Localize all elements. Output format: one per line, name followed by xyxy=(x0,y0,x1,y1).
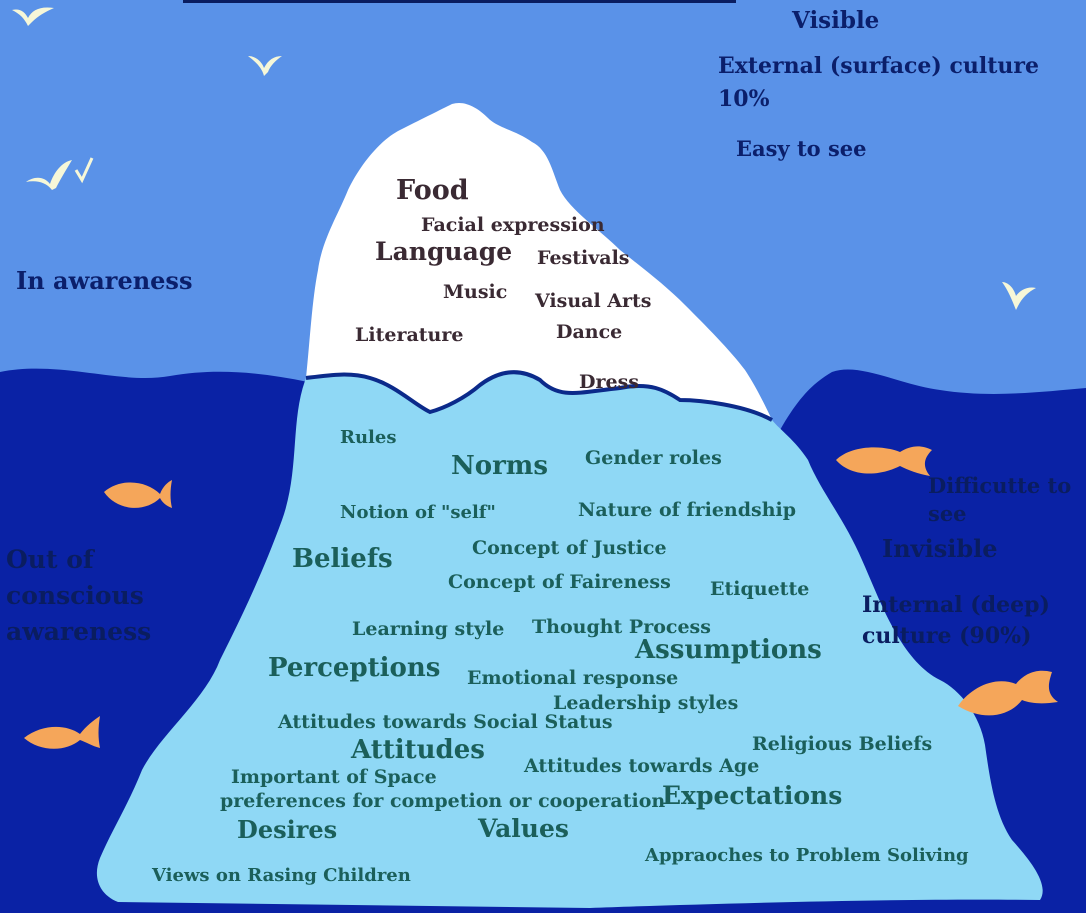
surface-item-visual-arts: Visual Arts xyxy=(535,290,652,312)
internal-culture-line2: culture (90%) xyxy=(862,623,1032,649)
external-culture-percent: 10% xyxy=(718,86,770,112)
deep-item-values: Values xyxy=(478,814,569,843)
deep-item-beliefs: Beliefs xyxy=(292,544,393,574)
title-underline xyxy=(183,0,736,3)
deep-item-desires: Desires xyxy=(237,815,338,844)
deep-item-rules: Rules xyxy=(340,427,397,448)
visible-label: Visible xyxy=(792,7,880,34)
surface-item-food: Food xyxy=(396,175,469,206)
deep-item-preferences: preferences for competion or cooperation xyxy=(220,790,666,812)
deep-item-perceptions: Perceptions xyxy=(268,653,441,683)
deep-item-thought-process: Thought Process xyxy=(532,616,711,638)
internal-culture-line1: Internal (deep) xyxy=(862,592,1050,618)
deep-item-nature-of-friendship: Nature of friendship xyxy=(578,499,797,521)
surface-item-literature: Literature xyxy=(355,324,464,346)
in-awareness-label: In awareness xyxy=(16,266,193,295)
deep-item-norms: Norms xyxy=(451,451,548,481)
out-of-awareness-line2: conscious xyxy=(6,581,144,610)
difficult-to-see-line2: see xyxy=(928,501,967,526)
deep-item-important-of-space: Important of Space xyxy=(231,766,437,788)
out-of-awareness-line3: awareness xyxy=(6,617,152,646)
deep-item-learning-style: Learning style xyxy=(352,618,505,640)
surface-item-language: Language xyxy=(375,237,513,266)
deep-item-views-raising-children: Views on Rasing Children xyxy=(152,865,411,886)
deep-item-concept-of-fairness: Concept of Faireness xyxy=(448,571,671,593)
deep-item-gender-roles: Gender roles xyxy=(585,447,722,469)
deep-item-concept-of-justice: Concept of Justice xyxy=(472,537,667,559)
deep-item-expectations: Expectations xyxy=(662,781,843,810)
difficult-to-see-line1: Difficutte to xyxy=(928,473,1072,498)
deep-item-attitudes-social-status: Attitudes towards Social Status xyxy=(278,711,613,733)
surface-item-music: Music xyxy=(443,281,508,303)
easy-to-see-label: Easy to see xyxy=(736,136,867,161)
surface-item-dance: Dance xyxy=(556,321,623,343)
deep-item-etiquette: Etiquette xyxy=(710,578,810,600)
deep-item-religious-beliefs: Religious Beliefs xyxy=(752,733,933,755)
surface-item-festivals: Festivals xyxy=(537,247,630,269)
invisible-label: Invisible xyxy=(882,534,998,563)
out-of-awareness-line1: Out of xyxy=(6,545,94,574)
surface-item-facial-expression: Facial expression xyxy=(421,214,605,236)
deep-item-attitudes-towards-age: Attitudes towards Age xyxy=(524,755,760,777)
deep-item-attitudes: Attitudes xyxy=(351,735,485,765)
deep-item-leadership-styles: Leadership styles xyxy=(553,692,739,714)
deep-item-assumptions: Assumptions xyxy=(635,635,822,665)
external-culture-label: External (surface) culture xyxy=(718,53,1039,79)
deep-item-notion-of-self: Notion of "self" xyxy=(340,502,496,523)
deep-item-approaches-problem-solving: Appraoches to Problem Soliving xyxy=(645,845,969,866)
surface-item-dress: Dress xyxy=(579,371,639,393)
deep-item-emotional-response: Emotional response xyxy=(467,667,679,689)
